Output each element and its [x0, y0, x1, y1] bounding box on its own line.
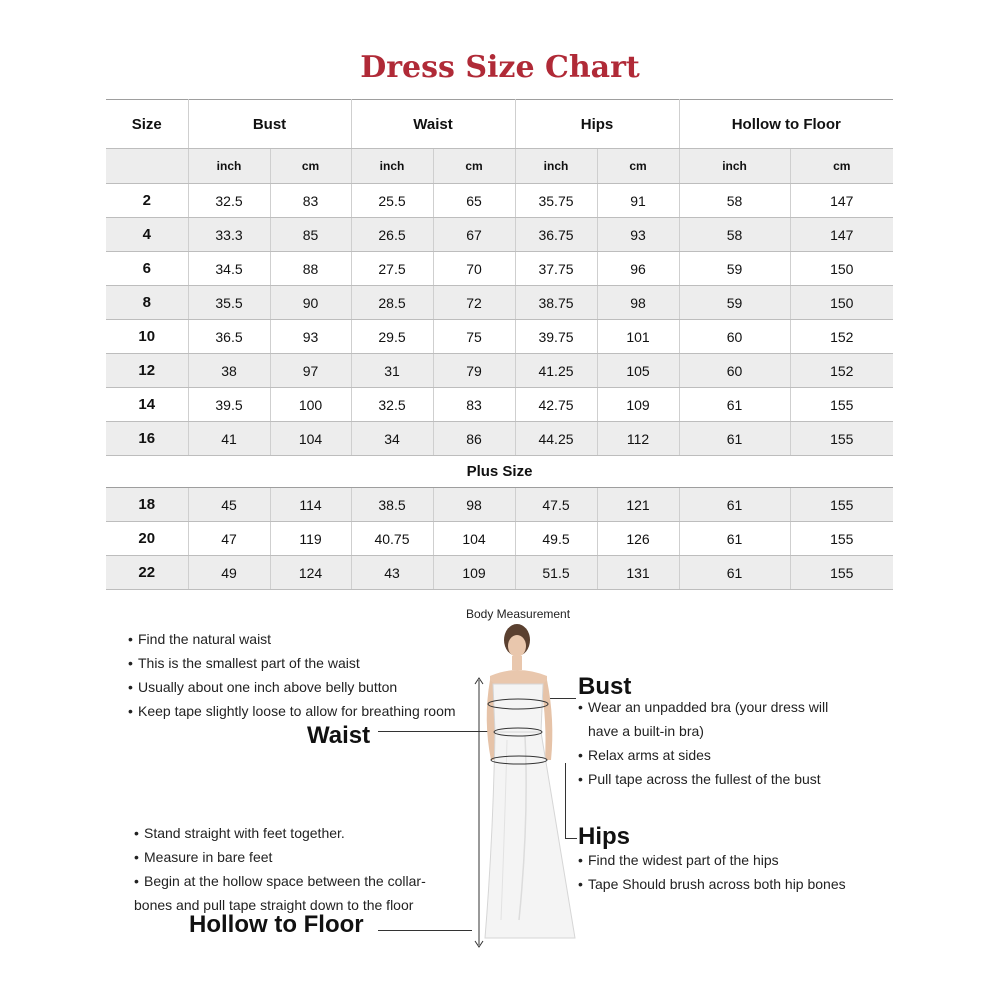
measurement-cell: 25.5 — [351, 184, 433, 218]
measurement-cell: 32.5 — [351, 388, 433, 422]
bust-note: • Relax arms at sides — [578, 747, 711, 763]
measurement-cell: 126 — [597, 522, 679, 556]
header-hollow-to-floor: Hollow to Floor — [679, 100, 893, 149]
measurement-cell: 34.5 — [188, 252, 270, 286]
measurement-cell: 97 — [270, 354, 351, 388]
measurement-cell: 83 — [433, 388, 515, 422]
measurement-cell: 155 — [790, 556, 893, 590]
measurement-cell: 90 — [270, 286, 351, 320]
unit-cell: inch — [188, 149, 270, 184]
bust-notes — [578, 695, 828, 791]
hollow-note: • Stand straight with feet together. — [134, 825, 345, 841]
measurement-cell: 39.5 — [188, 388, 270, 422]
table-row — [106, 522, 893, 556]
size-cell: 18 — [106, 488, 188, 522]
size-cell: 10 — [106, 320, 188, 354]
size-cell: 22 — [106, 556, 188, 590]
measurement-cell: 61 — [679, 522, 790, 556]
measurement-cell: 28.5 — [351, 286, 433, 320]
measurement-cell: 109 — [433, 556, 515, 590]
waist-note: • Usually about one inch above belly button — [128, 679, 398, 695]
hips-note: • Tape Should brush across both hip bones — [578, 876, 846, 892]
table-row — [106, 286, 893, 320]
hollow-notes — [134, 821, 426, 917]
waist-label: Waist — [307, 722, 371, 749]
unit-cell: inch — [515, 149, 597, 184]
measurement-cell: 131 — [597, 556, 679, 590]
measurement-cell: 85 — [270, 218, 351, 252]
measurement-cell: 59 — [679, 252, 790, 286]
measurement-cell: 155 — [790, 488, 893, 522]
measurement-cell: 32.5 — [188, 184, 270, 218]
header-bust: Bust — [188, 100, 351, 149]
measurement-cell: 147 — [790, 218, 893, 252]
unit-cell: inch — [679, 149, 790, 184]
measurement-cell: 83 — [270, 184, 351, 218]
page-title: Dress Size Chart — [360, 50, 640, 85]
measurement-cell: 104 — [433, 522, 515, 556]
measurement-cell: 155 — [790, 422, 893, 456]
size-cell: 14 — [106, 388, 188, 422]
hips-label: Hips — [578, 823, 631, 850]
measurement-cell: 61 — [679, 556, 790, 590]
size-cell: 2 — [106, 184, 188, 218]
measurement-cell: 45 — [188, 488, 270, 522]
measurement-cell: 105 — [597, 354, 679, 388]
measurement-cell: 124 — [270, 556, 351, 590]
measurement-cell: 47 — [188, 522, 270, 556]
measurement-cell: 98 — [433, 488, 515, 522]
measurement-cell: 61 — [679, 488, 790, 522]
hollow-to-floor-label: Hollow to Floor — [189, 911, 364, 938]
size-cell: 4 — [106, 218, 188, 252]
model-face — [508, 635, 526, 657]
measurement-cell: 112 — [597, 422, 679, 456]
units-row — [106, 149, 893, 184]
header-waist: Waist — [351, 100, 515, 149]
unit-cell: cm — [790, 149, 893, 184]
measurement-cell: 42.75 — [515, 388, 597, 422]
size-cell: 8 — [106, 286, 188, 320]
table-row — [106, 184, 893, 218]
measurement-cell: 41.25 — [515, 354, 597, 388]
hollow-note: bones and pull tape straight down to the floor — [134, 897, 414, 913]
measurement-cell: 152 — [790, 320, 893, 354]
measurement-cell: 155 — [790, 522, 893, 556]
measurement-cell: 51.5 — [515, 556, 597, 590]
dress-model-figure — [455, 620, 605, 950]
measurement-cell: 35.5 — [188, 286, 270, 320]
measurement-cell: 44.25 — [515, 422, 597, 456]
measurement-cell: 37.75 — [515, 252, 597, 286]
measurement-cell: 38.75 — [515, 286, 597, 320]
hips-notes — [578, 848, 846, 896]
bust-note: have a built-in bra) — [588, 723, 704, 739]
bust-label: Bust — [578, 673, 632, 700]
measurement-cell: 58 — [679, 218, 790, 252]
table-row — [106, 556, 893, 590]
body-measurement-title: Body Measurement — [466, 607, 571, 621]
measurement-cell: 104 — [270, 422, 351, 456]
measurement-cell: 150 — [790, 286, 893, 320]
measurement-cell: 88 — [270, 252, 351, 286]
measurement-cell: 67 — [433, 218, 515, 252]
measurement-cell: 75 — [433, 320, 515, 354]
measurement-cell: 43 — [351, 556, 433, 590]
size-cell: 12 — [106, 354, 188, 388]
measurement-cell: 70 — [433, 252, 515, 286]
measurement-cell: 35.75 — [515, 184, 597, 218]
measurement-cell: 26.5 — [351, 218, 433, 252]
measurement-cell: 61 — [679, 388, 790, 422]
table-row — [106, 422, 893, 456]
measurement-cell: 79 — [433, 354, 515, 388]
unit-cell: cm — [433, 149, 515, 184]
measurement-cell: 91 — [597, 184, 679, 218]
measurement-cell: 59 — [679, 286, 790, 320]
measurement-cell: 114 — [270, 488, 351, 522]
header-size: Size — [106, 100, 188, 149]
measurement-cell: 61 — [679, 422, 790, 456]
measurement-cell: 155 — [790, 388, 893, 422]
size-chart-table — [106, 99, 893, 590]
table-row — [106, 354, 893, 388]
header-hips: Hips — [515, 100, 679, 149]
table-row — [106, 218, 893, 252]
measurement-cell: 60 — [679, 320, 790, 354]
measurement-cell: 34 — [351, 422, 433, 456]
measurement-cell: 41 — [188, 422, 270, 456]
measurement-cell: 93 — [270, 320, 351, 354]
measurement-cell: 36.75 — [515, 218, 597, 252]
measurement-cell: 29.5 — [351, 320, 433, 354]
measurement-cell: 33.3 — [188, 218, 270, 252]
bust-note: • Pull tape across the fullest of the bust — [578, 771, 821, 787]
plus-size-row — [106, 456, 893, 488]
table-row — [106, 320, 893, 354]
plus-size-label: Plus Size — [106, 456, 893, 488]
measurement-cell: 121 — [597, 488, 679, 522]
measurement-cell: 72 — [433, 286, 515, 320]
measurement-cell: 101 — [597, 320, 679, 354]
size-cell: 20 — [106, 522, 188, 556]
header-row — [106, 100, 893, 149]
measurement-cell: 39.75 — [515, 320, 597, 354]
hollow-note: • Begin at the hollow space between the collar- — [134, 873, 426, 889]
measurement-cell: 40.75 — [351, 522, 433, 556]
measurement-cell: 93 — [597, 218, 679, 252]
waist-notes — [128, 627, 456, 723]
measurement-cell: 49.5 — [515, 522, 597, 556]
measurement-cell: 38 — [188, 354, 270, 388]
hollow-note: • Measure in bare feet — [134, 849, 273, 865]
unit-cell: cm — [597, 149, 679, 184]
measurement-cell: 109 — [597, 388, 679, 422]
unit-cell: inch — [351, 149, 433, 184]
bust-note: • Wear an unpadded bra (your dress will — [578, 699, 829, 715]
measurement-cell: 147 — [790, 184, 893, 218]
measurement-cell: 60 — [679, 354, 790, 388]
table-row — [106, 252, 893, 286]
measurement-cell: 152 — [790, 354, 893, 388]
size-cell: 16 — [106, 422, 188, 456]
measurement-cell: 150 — [790, 252, 893, 286]
unit-cell-empty — [106, 149, 188, 184]
measurement-cell: 49 — [188, 556, 270, 590]
waist-note: • Keep tape slightly loose to allow for breathing room — [128, 703, 456, 719]
measurement-cell: 119 — [270, 522, 351, 556]
waist-note: • Find the natural waist — [128, 631, 272, 647]
waist-note: • This is the smallest part of the waist — [128, 655, 360, 671]
table-row — [106, 388, 893, 422]
measurement-cell: 31 — [351, 354, 433, 388]
measurement-cell: 96 — [597, 252, 679, 286]
measurement-cell: 100 — [270, 388, 351, 422]
measurement-cell: 36.5 — [188, 320, 270, 354]
measurement-cell: 58 — [679, 184, 790, 218]
table-row — [106, 488, 893, 522]
measurement-cell: 86 — [433, 422, 515, 456]
measurement-cell: 38.5 — [351, 488, 433, 522]
measurement-cell: 65 — [433, 184, 515, 218]
measurement-cell: 27.5 — [351, 252, 433, 286]
measurement-cell: 47.5 — [515, 488, 597, 522]
measurement-cell: 98 — [597, 286, 679, 320]
size-cell: 6 — [106, 252, 188, 286]
hips-note: • Find the widest part of the hips — [578, 852, 779, 868]
unit-cell: cm — [270, 149, 351, 184]
